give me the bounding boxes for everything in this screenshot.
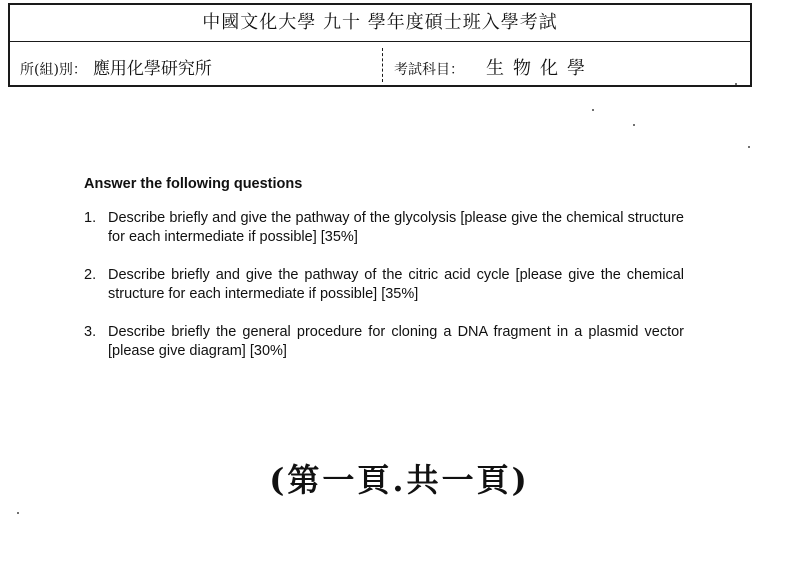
header-divider [382,48,383,82]
department-field [20,54,212,79]
question-text: Describe briefly the general procedure for cloning a DNA fragment in a plasmid vector [please give diagram] [30%] [108,324,684,359]
instruction-text: Answer the following questions [84,176,303,192]
question-item [84,323,684,361]
question-item [84,266,684,304]
question-list [84,209,684,361]
exam-header [8,3,752,87]
department-label: 所(組)別： [20,62,87,78]
subject-value: 生物化學 [486,58,594,79]
question-item [84,209,684,247]
scan-speck [748,146,750,148]
scan-speck [633,124,635,126]
subject-label: 考試科目： [394,62,464,78]
header-info-row [10,42,750,87]
question-text: Describe briefly and give the pathway of the citric acid cycle [please give the chemical structure for each intermediate if possible] [35%] [108,267,684,302]
question-text: Describe briefly and give the pathway of the glycolysis [please give the chemical structure for each intermediate if possible] [35%] [108,210,684,245]
question-number: 2. [84,267,97,283]
question-section [84,175,684,380]
question-number: 1. [84,210,97,226]
question-number: 3. [84,324,97,340]
scan-speck [592,109,594,111]
department-value: 應用化學研究所 [92,59,212,79]
scan-speck [17,512,19,514]
page-indicator: (第一頁.共一頁) [269,461,530,499]
subject-field [394,54,594,80]
exam-title: 中國文化大學 九十 學年度碩士班入學考試 [10,5,750,42]
scan-speck [735,83,737,85]
